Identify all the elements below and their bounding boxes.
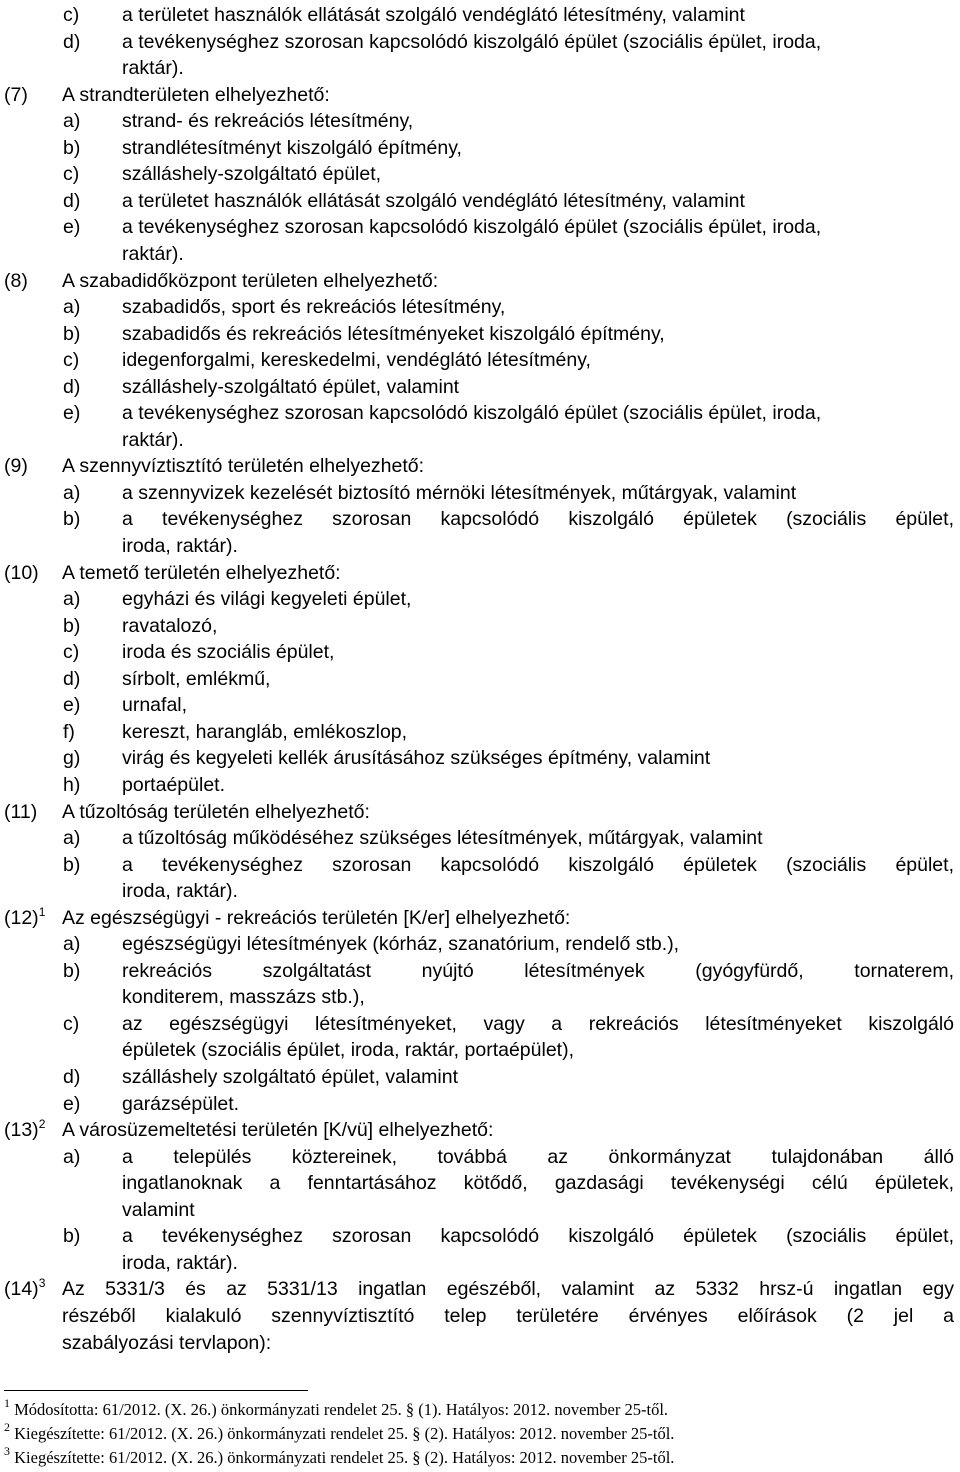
list-item-label: d) [63, 1066, 81, 1088]
paragraph-heading: A városüzemeltetési területén [K/vü] elhelyezhető: [62, 1119, 494, 1142]
list-item-text: ravatalozó, [122, 614, 218, 637]
list-item-label: c) [63, 163, 80, 186]
text-line [0, 55, 960, 81]
list-item-text: szabadidős és rekreációs létesítményeket kiszolgáló építmény, [122, 322, 665, 345]
text-line [0, 1144, 960, 1170]
text-line [0, 347, 960, 373]
text-line [0, 799, 960, 825]
list-item-label: a) [63, 296, 81, 319]
text-line [0, 905, 960, 931]
text-line [0, 480, 960, 506]
paragraph-heading: Az 5331/3 és az 5331/13 ingatlan egészéből, valamint az 5332 hrsz-ú ingatlan egy [62, 1278, 954, 1301]
text-line [0, 984, 960, 1010]
list-item-text: iroda és szociális épület, [122, 641, 335, 664]
text-line [0, 825, 960, 851]
list-item-label: d) [63, 375, 81, 398]
paragraph-continuation: részéből kialakuló szennyvíztisztító telep területére érvényes előírások (2 jel a [62, 1304, 954, 1327]
text-line [0, 241, 960, 267]
text-line [0, 453, 960, 479]
list-item-continuation: iroda, raktár). [122, 880, 238, 903]
text-line [0, 268, 960, 294]
list-item-text: a település köztereinek, továbbá az önkormányzat tulajdonában álló [122, 1145, 954, 1168]
list-item-label: a) [63, 110, 81, 133]
text-line [0, 958, 960, 984]
text-line [0, 719, 960, 745]
text-line [0, 560, 960, 586]
list-item-text: rekreációs szolgáltatást nyújtó létesítmények (gyógyfürdő, tornaterem, [122, 959, 954, 982]
list-item-label: f) [63, 720, 75, 743]
paragraph-continuation: szabályozási tervlapon): [62, 1331, 272, 1354]
text-line [0, 639, 960, 665]
list-item-text: szálláshely szolgáltató épület, valamint [122, 1066, 459, 1088]
text-line [0, 214, 960, 240]
list-item-label: b) [63, 136, 81, 159]
text-line [0, 1223, 960, 1249]
list-item-label: e) [63, 402, 81, 425]
footnote-reference: 2 [38, 1117, 46, 1132]
list-item-label: b) [63, 853, 81, 876]
list-item-label: b) [63, 1225, 81, 1248]
list-item-continuation: ingatlanoknak a fenntartásához kötődő, gazdasági tevékenységi célú épületek, [122, 1172, 954, 1195]
footnote-text: Kiegészítette: 61/2012. (X. 26.) önkormányzati rendelet 25. § (2). Hatályos: 2012. november 25-től. [10, 1424, 675, 1443]
text-line [0, 613, 960, 639]
list-item-text: a tevékenységhez szorosan kapcsolódó kiszolgáló épület (szociális épület, iroda, [122, 216, 822, 239]
text-line [0, 1303, 960, 1329]
list-item-label: d) [63, 189, 81, 212]
list-item-label: b) [63, 322, 81, 345]
list-item-continuation: iroda, raktár). [122, 535, 238, 557]
list-item-continuation: iroda, raktár). [122, 1251, 238, 1274]
list-item-label: e) [63, 1092, 81, 1115]
list-item-text: a tevékenységhez szorosan kapcsolódó kiszolgáló épületek (szociális épület, [122, 508, 954, 531]
footnote [4, 1420, 675, 1444]
text-line [0, 135, 960, 161]
text-line [0, 161, 960, 187]
text-line [0, 427, 960, 453]
text-line [0, 188, 960, 214]
list-item-label: c) [63, 349, 80, 372]
text-line [0, 1011, 960, 1037]
paragraph-heading: A tűzoltóság területén elhelyezhető: [62, 800, 370, 823]
list-item-text: szabadidős, sport és rekreációs létesítmény, [122, 296, 506, 319]
text-line [0, 374, 960, 400]
paragraph-number: $(14)^3$ [4, 1276, 46, 1301]
list-item-text: a tűzoltóság működéséhez szükséges létesítmények, műtárgyak, valamint [122, 827, 763, 850]
text-line [0, 772, 960, 798]
text-line [0, 1276, 960, 1302]
text-line [0, 533, 960, 559]
paragraph-heading: Az egészségügyi - rekreációs területén [K/er] elhelyezhető: [62, 906, 571, 929]
list-item-label: c) [63, 4, 80, 26]
text-line [0, 82, 960, 108]
list-item-text: a területet használók ellátását szolgáló vendéglátó létesítmény, valamint [122, 4, 745, 26]
footnote-mark: 3 [4, 1444, 10, 1458]
paragraph-number: (11) [4, 800, 38, 823]
list-item-label: c) [63, 1012, 80, 1035]
footnote-mark: 2 [4, 1420, 10, 1434]
list-item-text: strandlétesítményt kiszolgáló építmény, [122, 136, 462, 159]
list-item-continuation: konditerem, masszázs stb.), [122, 986, 365, 1009]
text-line [0, 1250, 960, 1276]
list-item-continuation: raktár). [122, 242, 184, 265]
list-item-label: a) [63, 1145, 81, 1168]
list-item-text: a tevékenységhez szorosan kapcsolódó kiszolgáló épület (szociális épület, iroda, [122, 30, 822, 53]
text-line [0, 2, 960, 28]
list-item-label: e) [63, 694, 81, 717]
list-item-label: d) [63, 30, 81, 53]
footnote-reference: 1 [38, 904, 46, 919]
text-line [0, 692, 960, 718]
text-line [0, 931, 960, 957]
text-line [0, 400, 960, 426]
list-item-text: kereszt, harangláb, emlékoszlop, [122, 720, 408, 743]
text-line [0, 294, 960, 320]
text-line [0, 1117, 960, 1143]
list-item-label: a) [63, 481, 81, 504]
text-line [0, 1037, 960, 1063]
text-line [0, 878, 960, 904]
text-line [0, 586, 960, 612]
text-line [0, 852, 960, 878]
list-item-text: a területet használók ellátását szolgáló vendéglátó létesítmény, valamint [122, 189, 745, 212]
footnote [4, 1396, 669, 1420]
list-item-text: idegenforgalmi, kereskedelmi, vendéglátó létesítmény, [122, 349, 591, 372]
list-item-label: a) [63, 933, 81, 956]
list-item-text: a tevékenységhez szorosan kapcsolódó kiszolgáló épület (szociális épület, iroda, [122, 402, 822, 425]
paragraph-heading: A strandterületen elhelyezhető: [62, 83, 330, 106]
text-line [0, 1170, 960, 1196]
list-item-continuation: raktár). [122, 57, 184, 80]
list-item-label: h) [63, 773, 81, 796]
list-item-label: a) [63, 588, 81, 611]
list-item-text: az egészségügyi létesítményeket, vagy a rekreációs létesítményeket kiszolgáló [122, 1012, 954, 1035]
paragraph-heading: A szabadidőközpont területen elhelyezhető: [62, 269, 439, 292]
list-item-continuation: valamint [122, 1198, 195, 1221]
text-line [0, 666, 960, 692]
text-line [0, 506, 960, 532]
paragraph-number: $(12)^1$ [4, 904, 46, 929]
list-item-text: egészségügyi létesítmények (kórház, szanatórium, rendelő stb.), [122, 933, 680, 956]
list-item-label: e) [63, 216, 81, 239]
list-item-text: sírbolt, emlékmű, [122, 667, 271, 690]
list-item-text: a tevékenységhez szorosan kapcsolódó kiszolgáló épületek (szociális épület, [122, 1225, 954, 1248]
list-item-label: d) [63, 667, 81, 690]
paragraph-heading: A szennyvíztisztító területén elhelyezhető: [62, 455, 425, 478]
list-item-text: egyházi és világi kegyeleti épület, [122, 588, 412, 611]
text-line [0, 29, 960, 55]
text-line [0, 1064, 960, 1090]
list-item-text: portaépület. [122, 773, 225, 796]
text-line [0, 745, 960, 771]
text-line [0, 321, 960, 347]
list-item-label: b) [63, 959, 81, 982]
footnote-reference: 3 [38, 1276, 46, 1291]
paragraph-heading: A temető területén elhelyezhető: [62, 561, 341, 584]
list-item-label: c) [63, 641, 80, 664]
footnote-text: Módosította: 61/2012. (X. 26.) önkormányzati rendelet 25. § (1). Hatályos: 2012. november 25-től. [10, 1400, 669, 1419]
text-line [0, 1330, 960, 1356]
footnote-mark: 1 [4, 1396, 10, 1410]
list-item-text: virág és kegyeleti kellék árusításához szükséges építmény, valamint [122, 747, 711, 770]
footnote [4, 1444, 675, 1468]
text-line [0, 108, 960, 134]
list-item-continuation: épületek (szociális épület, iroda, raktár, portaépület), [122, 1039, 574, 1062]
list-item-text: szálláshely-szolgáltató épület, valamint [122, 375, 460, 398]
list-item-text: a tevékenységhez szorosan kapcsolódó kiszolgáló épületek (szociális épület, [122, 853, 954, 876]
footnote-text: Kiegészítette: 61/2012. (X. 26.) önkormányzati rendelet 25. § (2). Hatályos: 2012. november 25-től. [10, 1448, 675, 1467]
list-item-text: garázsépület. [122, 1092, 240, 1115]
list-item-continuation: raktár). [122, 428, 184, 451]
list-item-text: szálláshely-szolgáltató épület, [122, 163, 382, 186]
list-item-label: b) [63, 508, 81, 531]
list-item-text: a szennyvizek kezelését biztosító mérnöki létesítmények, műtárgyak, valamint [122, 481, 797, 504]
footnote-separator [4, 1390, 308, 1391]
list-item-label: g) [63, 747, 81, 770]
paragraph-number: (8) [4, 269, 28, 292]
paragraph-number: (7) [4, 83, 28, 106]
text-line [0, 1091, 960, 1117]
list-item-text: strand- és rekreációs létesítmény, [122, 110, 414, 133]
text-line [0, 1197, 960, 1223]
paragraph-number: (9) [4, 455, 28, 478]
paragraph-number: $(13)^2$ [4, 1117, 46, 1142]
list-item-text: urnafal, [122, 694, 188, 717]
paragraph-number: (10) [4, 561, 39, 584]
list-item-label: b) [63, 614, 81, 637]
list-item-label: a) [63, 827, 81, 850]
